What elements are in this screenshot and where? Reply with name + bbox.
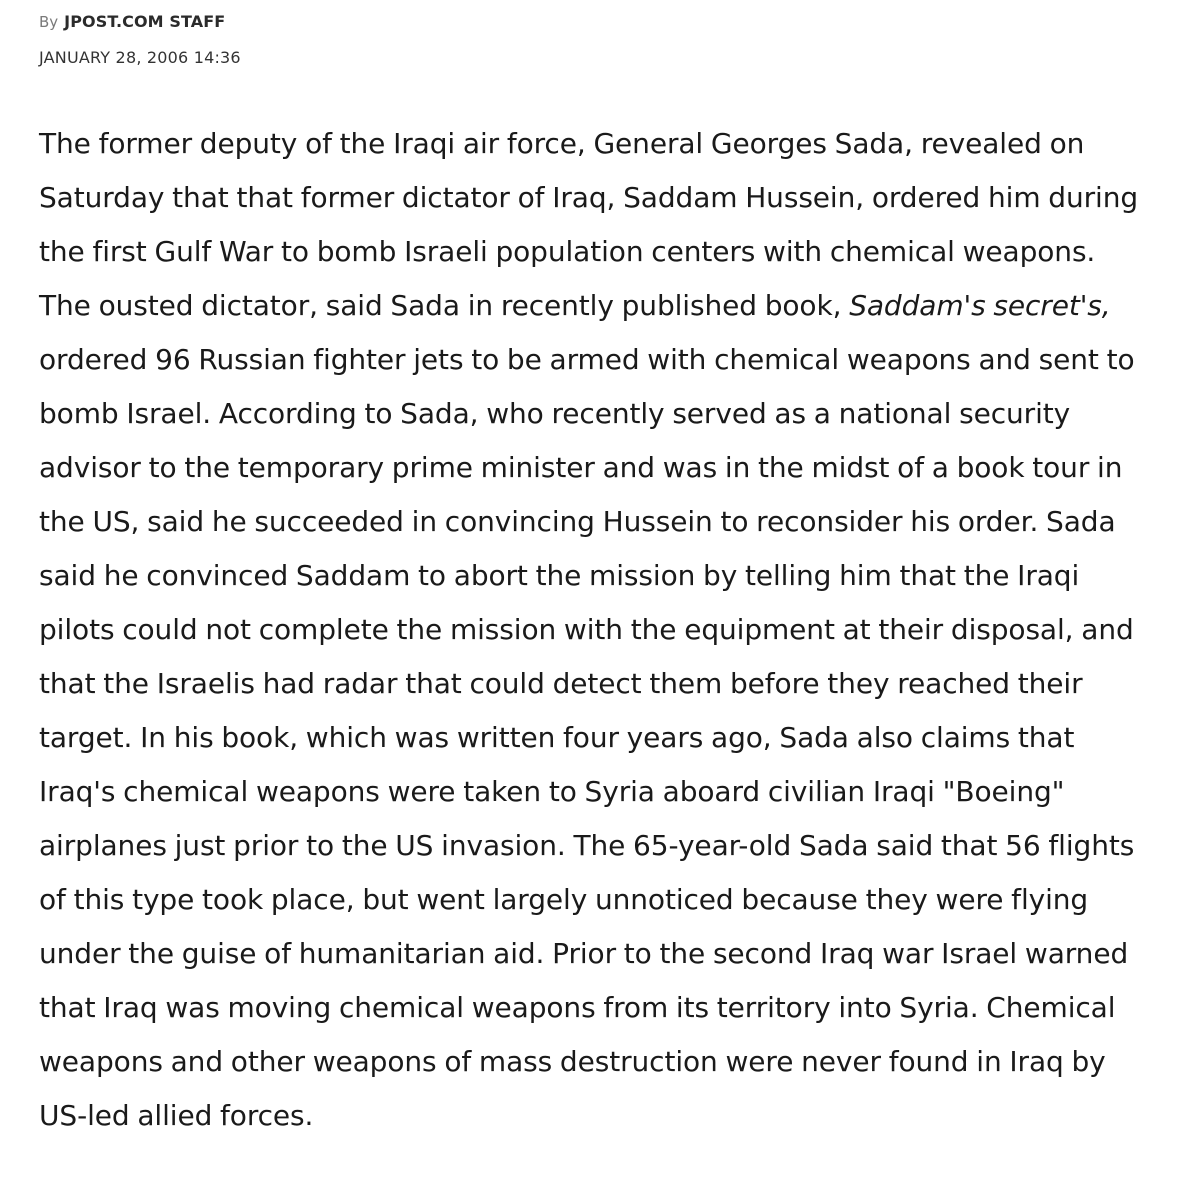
article-text-intro: The former deputy of the Iraqi air force, General Georges Sada, revealed on Saturday that that former dictator of Iraq, Saddam Hussein, ordered him during the first Gulf War to bomb Israeli population centers with chemical weapons. The ousted dictator, said Sada in recently published book, xyxy=(39,127,1139,322)
author-link[interactable]: JPOST.COM STAFF xyxy=(64,12,226,31)
byline xyxy=(39,10,1149,34)
book-title: Saddam's secret's, xyxy=(849,289,1111,322)
article-meta xyxy=(39,10,1149,70)
publish-date: JANUARY 28, 2006 14:36 xyxy=(39,48,241,67)
article-text-main: ordered 96 Russian fighter jets to be armed with chemical weapons and sent to bomb Israel. According to Sada, who recently served as a national security advisor to the temporary prime minister and was in the midst of a book tour in the US, said he succeeded in convincing Hussein to reconsider his order. Sada said he convinced Saddam to abort the mission by telling him that the Iraqi pilots could not complete the mission with the equipment at their disposal, and that the Israelis had radar that could detect them before they reached their target. In his book, which was written four years ago, Sada also claims that Iraq's chemical weapons were taken to Syria aboard civilian Iraqi "Boeing" airplanes just prior to the US invasion. The 65-year-old Sada said that 56 flights of this type took place, but went largely unnoticed because they were flying under the guise of humanitarian aid. Prior to the second Iraq war Israel warned that Iraq was moving chemical weapons from its territory into Syria. Chemical weapons and other weapons of mass destruction were never found in Iraq by US-led allied forces. xyxy=(39,343,1135,1132)
article-body xyxy=(39,117,1149,1143)
byline-prefix: By xyxy=(39,13,59,31)
